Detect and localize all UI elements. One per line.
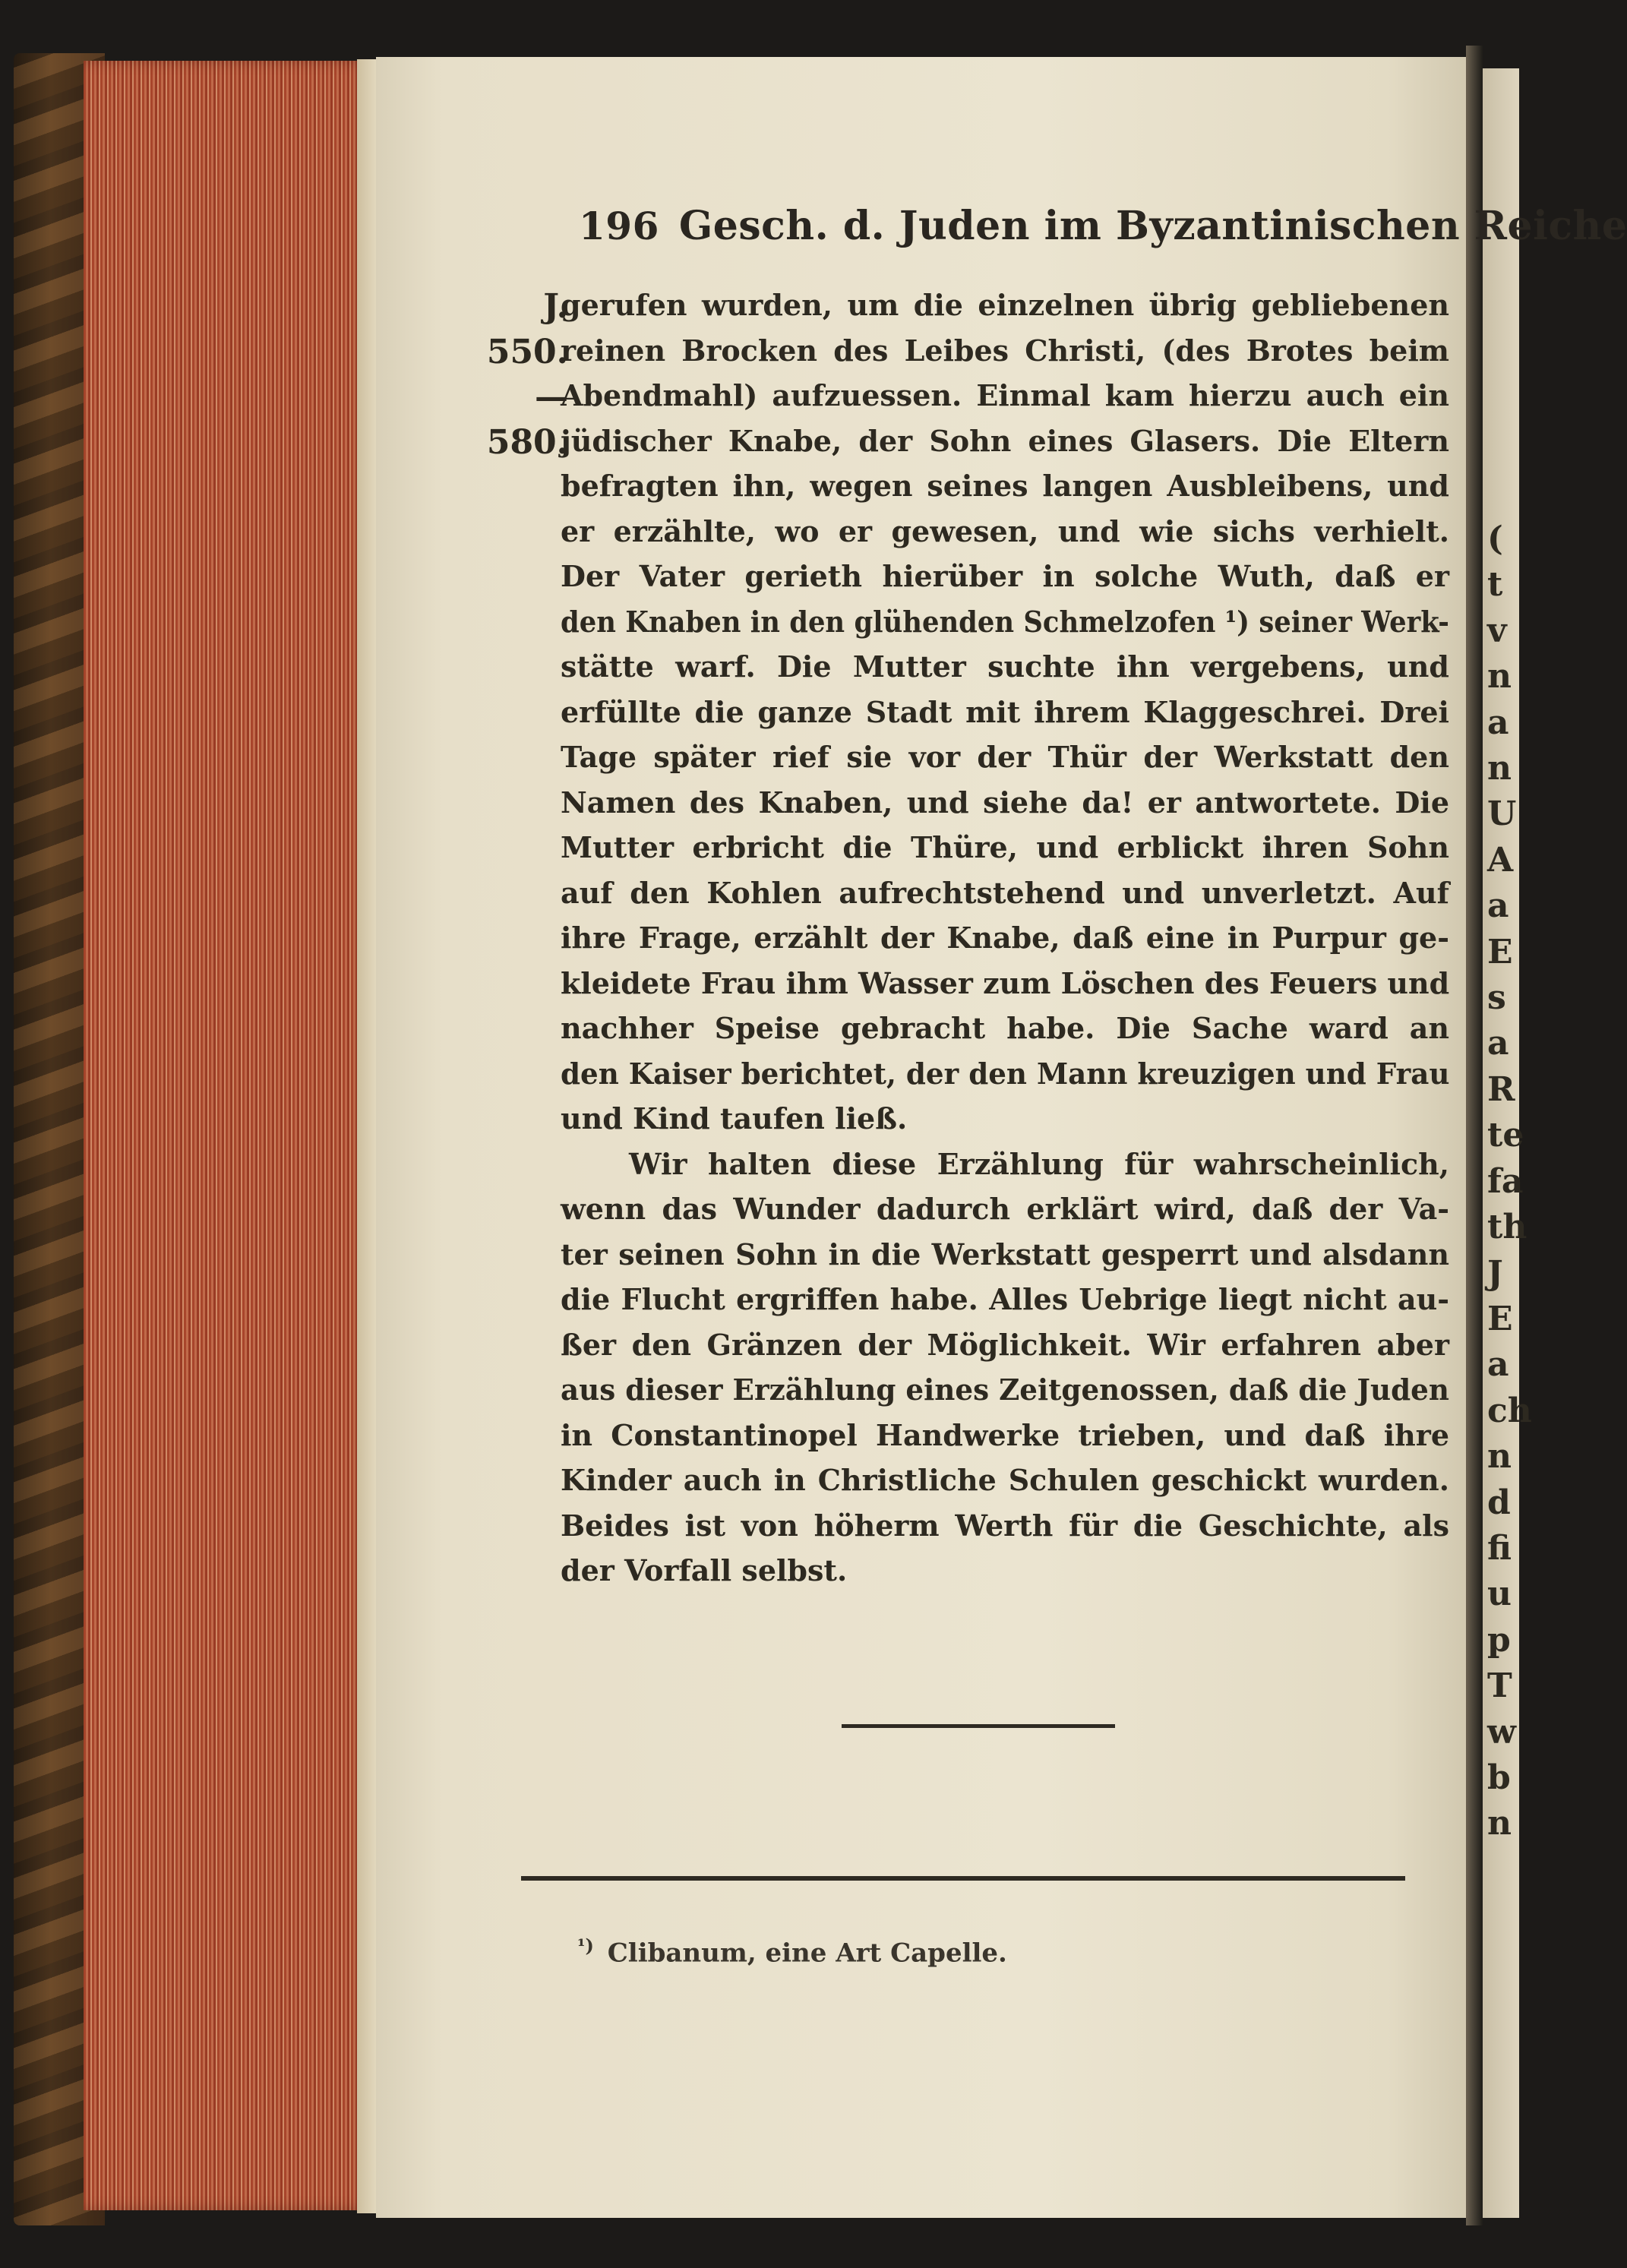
edge-fragment: te (1487, 1116, 1524, 1155)
edge-fragment: E (1487, 1299, 1513, 1338)
edge-fragment: a (1487, 703, 1509, 742)
text-line: Kinder auch in Christliche Schulen geschickt wurden. (561, 1463, 1449, 1497)
margin-note-line: — (535, 377, 568, 416)
text-line: befragten ihn, wegen seines langen Ausbleibens, und (561, 469, 1449, 503)
text-line: in Constantinopel Handwerke trieben, und daß ihre (561, 1417, 1449, 1452)
section-divider (842, 1724, 1115, 1728)
edge-fragment: w (1487, 1712, 1516, 1752)
text-line: Namen des Knaben, und siehe da! er antwortete. Die (561, 785, 1449, 820)
edge-fragment: fa (1487, 1161, 1524, 1201)
edge-fragment: t (1487, 565, 1503, 605)
text-line: die Flucht ergriffen habe. Alles Uebrige liegt nicht au- (561, 1282, 1449, 1316)
text-line: kleidete Frau ihm Wasser zum Löschen des Feuers und (561, 965, 1450, 1000)
text-line: der Vorfall selbst. (561, 1553, 848, 1587)
edge-fragment: a (1487, 1024, 1509, 1063)
footnote-marker: ¹) (577, 1935, 594, 1957)
edge-fragment: s (1487, 978, 1506, 1018)
edge-fragment: A (1487, 840, 1514, 880)
book-gutter (1466, 46, 1483, 2225)
page-block-red-edges (84, 61, 372, 2210)
text-line: stätte warf. Die Mutter suchte ihn vergebens, und (561, 649, 1449, 684)
text-line: jüdischer Knabe, der Sohn eines Glasers. Die Eltern (561, 423, 1449, 458)
text-line: auf den Kohlen aufrechtstehend und unverletzt. Auf (561, 875, 1449, 910)
text-line: Beides ist von höherm Werth für die Geschichte, als (561, 1508, 1449, 1543)
footnote-rule (521, 1876, 1405, 1881)
edge-fragment: b (1487, 1758, 1511, 1797)
footnote-text: Clibanum, eine Art Capelle. (607, 1938, 1007, 1969)
edge-fragment: n (1487, 1804, 1512, 1843)
edge-fragment: ch (1487, 1391, 1532, 1430)
running-title: Gesch. d. Juden im Byzantinischen Reiche (678, 203, 1627, 249)
text-line: aus dieser Erzählung eines Zeitgenossen, daß die Juden (561, 1372, 1449, 1407)
text-line: gerufen wurden, um die einzelnen übrig gebliebenen (561, 288, 1449, 322)
margin-note-line: 550. (486, 332, 568, 371)
edge-fragment: v (1487, 611, 1507, 650)
edge-fragment: u (1487, 1575, 1512, 1614)
text-line: ihre Frage, erzählt der Knabe, daß eine in Purpur ge- (561, 921, 1449, 955)
margin-date-note (479, 284, 568, 465)
text-line: ter seinen Sohn in die Werkstatt gesperrt und alsdann (561, 1237, 1449, 1271)
edge-fragment: T (1487, 1666, 1512, 1706)
edge-fragment: U (1487, 794, 1517, 834)
edge-fragment: ( (1487, 520, 1503, 558)
edge-fragment: d (1487, 1483, 1511, 1522)
edge-fragment: n (1487, 657, 1512, 697)
edge-fragment: th (1487, 1208, 1527, 1247)
running-head (579, 196, 1627, 257)
edge-fragment: n (1487, 749, 1512, 788)
margin-note-line: J. (543, 287, 568, 326)
edge-fragment: fi (1487, 1528, 1512, 1568)
text-line: Mutter erbricht die Thüre, und erblickt ihren Sohn (561, 830, 1449, 864)
edge-fragment: R (1487, 1069, 1515, 1109)
text-line: erfüllte die ganze Stadt mit ihrem Klaggeschrei. Drei (561, 694, 1449, 729)
text-line: Tage später rief sie vor der Thür der Werkstatt den (561, 740, 1449, 774)
edge-fragment: p (1487, 1620, 1511, 1660)
edge-fragment: E (1487, 932, 1513, 971)
text-line: er erzählte, wo er gewesen, und wie sichs verhielt. (561, 513, 1449, 548)
margin-note-line: 580. (486, 422, 568, 462)
page-number: 196 (579, 204, 659, 248)
edge-fragment: n (1487, 1437, 1512, 1477)
text-line: den Kaiser berichtet, der den Mann kreuzigen und Frau (561, 1056, 1450, 1091)
right-page-edge-text (1487, 516, 1532, 2005)
text-line: Abendmahl) aufzuessen. Einmal kam hierzu auch ein (561, 378, 1449, 412)
text-line: nachher Speise gebracht habe. Die Sache ward an (561, 1011, 1449, 1045)
text-line: Der Vater gerieth hierüber in solche Wuth, daß er (561, 559, 1449, 593)
footnote (577, 1923, 1185, 1969)
edge-fragment: a (1487, 1345, 1509, 1385)
text-line: ßer den Gränzen der Möglichkeit. Wir erfahren aber (561, 1327, 1449, 1362)
text-line: reinen Brocken des Leibes Christi, (des Brotes beim (561, 333, 1449, 368)
text-line: Wir halten diese Erzählung für wahrscheinlich, (629, 1146, 1449, 1181)
text-line: den Knaben in den glühenden Schmelzofen ¹) seiner Werk- (561, 604, 1449, 639)
text-line: wenn das Wunder dadurch erklärt wird, daß der Va- (561, 1192, 1449, 1226)
text-line: und Kind taufen ließ. (561, 1101, 908, 1136)
edge-fragment: a (1487, 886, 1509, 926)
body-text (561, 283, 1449, 1594)
edge-fragment: J (1487, 1253, 1503, 1293)
